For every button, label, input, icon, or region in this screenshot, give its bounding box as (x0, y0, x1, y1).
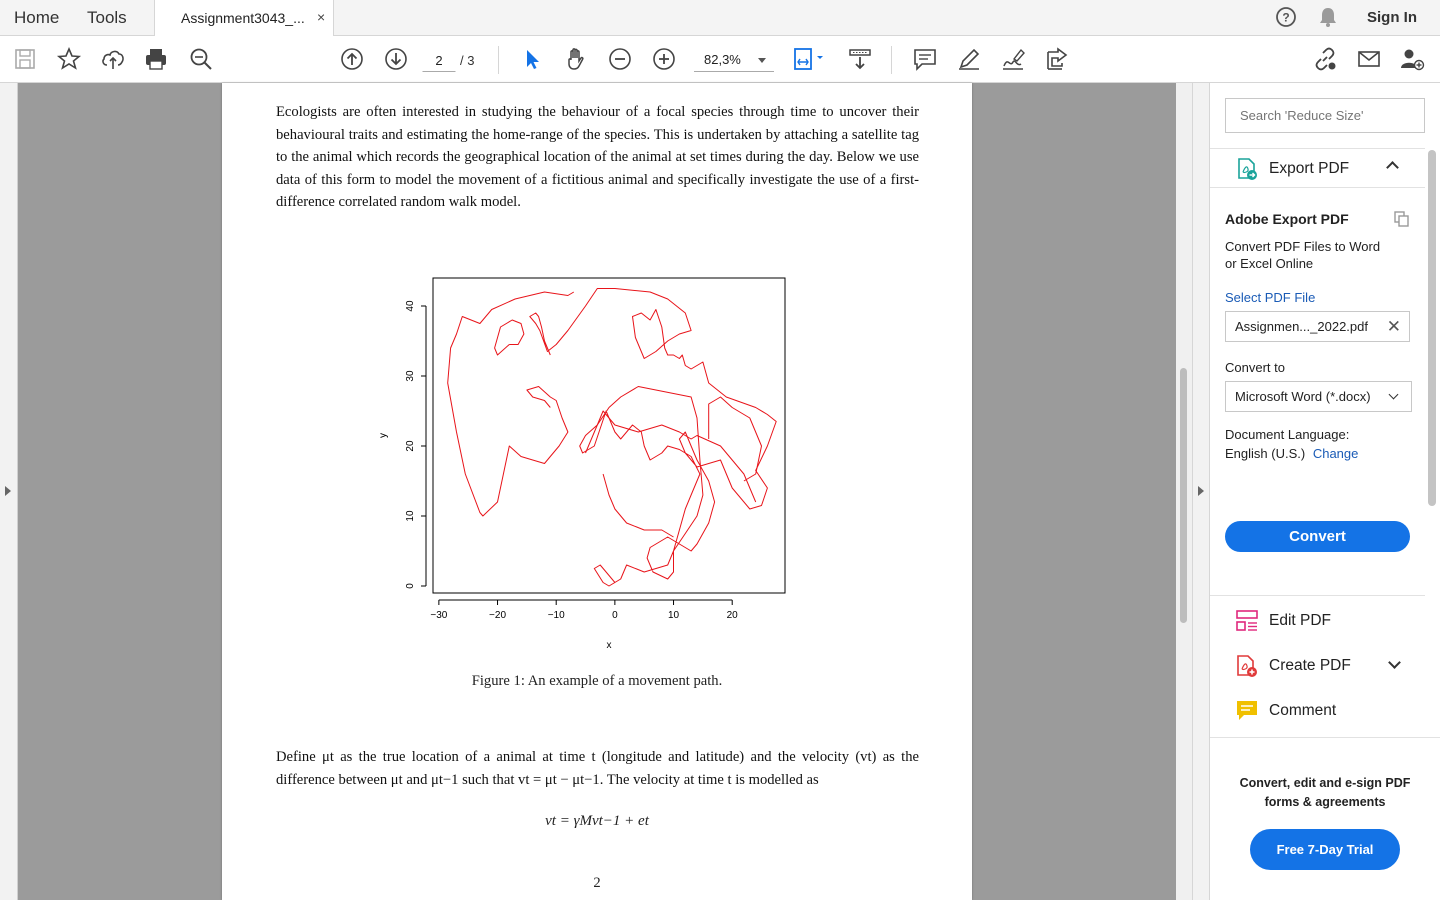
document-language-value: English (U.S.) (1225, 446, 1306, 461)
left-panel-toggle[interactable] (0, 83, 18, 900)
export-pdf-label: Export PDF (1269, 160, 1350, 177)
document-scroll-thumb[interactable] (1180, 368, 1187, 623)
create-pdf-tool[interactable] (1210, 644, 1425, 688)
save-icon[interactable] (12, 46, 38, 72)
x-tick-label: −10 (547, 610, 565, 621)
pdf-page (222, 83, 972, 900)
definition-paragraph: Define μt as the true location of a animal at time t (longitude and latitude) and the velocity (vt) as the difference between μt and μt−1 such that vt = μt − μt−1. The velocity at time t is modelled as (276, 749, 919, 788)
series-line-0 (448, 292, 574, 516)
change-language-link[interactable]: Change (1312, 446, 1359, 461)
x-tick-label: −20 (489, 610, 507, 621)
bookmark-star-icon[interactable] (56, 46, 82, 72)
upload-cloud-icon[interactable] (100, 46, 126, 72)
adobe-export-title: Adobe Export PDF (1225, 211, 1349, 227)
promo-text (1210, 774, 1440, 812)
edit-pdf-tool[interactable] (1210, 599, 1425, 643)
tab-bar (0, 0, 1440, 36)
document-tab-title: Assignment3043_... (181, 10, 305, 26)
sign-in-link[interactable]: Sign In (1367, 9, 1417, 26)
plot-frame (433, 278, 785, 593)
fit-page-icon[interactable] (792, 46, 828, 72)
chevron-down-icon[interactable] (1388, 656, 1401, 669)
expand-left-arrow-icon (5, 486, 11, 496)
convert-format-value: Microsoft Word (*.docx) (1235, 389, 1371, 404)
y-tick-label: 30 (405, 370, 416, 382)
page-total: / 3 (460, 53, 475, 68)
zoom-level-value: 82,3% (704, 52, 741, 67)
selected-file-field[interactable] (1225, 311, 1410, 342)
export-pdf-icon (1235, 157, 1259, 181)
document-language-row (1225, 446, 1358, 461)
x-tick-label: 0 (612, 610, 618, 621)
right-panel-toggle[interactable] (1192, 83, 1210, 900)
hand-tool-icon[interactable] (563, 46, 589, 72)
figure-caption: Figure 1: An example of a movement path. (471, 673, 723, 689)
intro-paragraph: Ecologists are often interested in studying the behaviour of a focal species through time to uncover their behavioural traits and estimating the home-range of the species. This is undertaken by attaching a satellite tag to the animal which records the geographical location of the animal at set times during the day. Below we use data of this form to model the movement of a fictitious animal and specifically investigate the use of a first-difference correlated random walk model. (276, 104, 919, 211)
zoom-search-icon[interactable] (188, 46, 214, 72)
tools-pane (1210, 83, 1440, 900)
edit-pdf-label: Edit PDF (1269, 612, 1332, 629)
chevron-down-icon (758, 58, 766, 63)
y-tick-label: 20 (405, 440, 416, 452)
toolbar-divider (891, 46, 892, 74)
select-arrow-icon[interactable] (519, 46, 545, 72)
prev-page-icon[interactable] (339, 46, 365, 72)
tools-pane-scroll-thumb[interactable] (1428, 150, 1436, 506)
selected-file-name: Assignmen..._2022.pdf (1235, 319, 1368, 334)
series-line-1 (495, 320, 524, 355)
series-line-4 (603, 474, 673, 537)
zoom-in-icon[interactable] (651, 46, 677, 72)
close-tab-icon[interactable]: × (317, 9, 326, 25)
section-divider (1210, 595, 1425, 596)
y-tick-label: 10 (405, 510, 416, 522)
series-line-2 (530, 289, 776, 587)
free-trial-button[interactable]: Free 7-Day Trial (1250, 829, 1400, 870)
create-pdf-label: Create PDF (1269, 657, 1351, 674)
create-pdf-icon (1235, 654, 1259, 678)
main-toolbar (0, 36, 1440, 83)
document-scrollbar[interactable] (1176, 83, 1192, 900)
send-for-review-icon[interactable] (1044, 46, 1070, 72)
page-number-input[interactable]: 2 (422, 48, 456, 72)
x-tick-label: −30 (430, 610, 448, 621)
series-line-3 (586, 411, 756, 502)
share-link-icon[interactable] (1312, 46, 1338, 72)
comment-icon[interactable] (912, 46, 938, 72)
zoom-level-select[interactable] (694, 48, 774, 72)
collapse-panel-arrow-icon (1198, 486, 1204, 496)
document-language-label: Document Language: (1225, 427, 1350, 442)
print-icon[interactable] (143, 46, 169, 72)
copy-service-icon[interactable] (1393, 210, 1411, 228)
y-tick-label: 0 (405, 583, 416, 589)
svg-text:?: ? (1282, 10, 1290, 25)
promo-line2: forms & agreements (1264, 795, 1386, 809)
add-user-icon[interactable] (1399, 46, 1425, 72)
highlight-pen-icon[interactable] (956, 46, 982, 72)
tools-tab[interactable]: Tools (87, 8, 127, 27)
convert-format-select[interactable] (1225, 381, 1412, 412)
convert-button[interactable]: Convert (1225, 521, 1410, 552)
tools-search-input[interactable] (1225, 98, 1425, 133)
comment-label: Comment (1269, 702, 1337, 719)
chevron-up-icon[interactable] (1386, 161, 1399, 174)
y-axis-label: y (378, 433, 389, 438)
x-tick-label: 20 (726, 610, 738, 621)
export-pdf-header[interactable] (1210, 148, 1425, 188)
select-pdf-file-label[interactable]: Select PDF File (1225, 290, 1316, 305)
sign-icon[interactable] (1000, 46, 1026, 72)
chevron-down-icon (1389, 390, 1399, 400)
adobe-export-desc-line2: or Excel Online (1225, 256, 1314, 271)
document-tab[interactable] (154, 0, 334, 37)
y-tick-label: 40 (405, 300, 416, 312)
toolbar-divider (498, 46, 499, 74)
movement-path-chart (378, 268, 802, 653)
velocity-equation: vt = γMvt−1 + et (545, 813, 649, 829)
scroll-mode-icon[interactable] (847, 46, 873, 72)
adobe-export-desc-line1: Convert PDF Files to Word (1225, 239, 1381, 254)
x-tick-label: 10 (667, 610, 680, 621)
section-divider (1210, 737, 1440, 738)
remove-file-icon[interactable]: ✕ (1386, 317, 1401, 336)
home-tab[interactable]: Home (14, 8, 60, 27)
next-page-icon[interactable] (383, 46, 409, 72)
comment-tool[interactable] (1210, 689, 1425, 733)
email-icon[interactable] (1356, 46, 1382, 72)
zoom-out-icon[interactable] (607, 46, 633, 72)
series-line-5 (709, 397, 762, 481)
page-number-footer: 2 (593, 875, 601, 891)
convert-to-label: Convert to (1225, 360, 1285, 375)
promo-line1: Convert, edit and e-sign PDF (1239, 776, 1411, 790)
edit-pdf-icon (1235, 609, 1259, 633)
x-axis-label: x (606, 640, 612, 651)
comment-tool-icon (1235, 699, 1259, 723)
